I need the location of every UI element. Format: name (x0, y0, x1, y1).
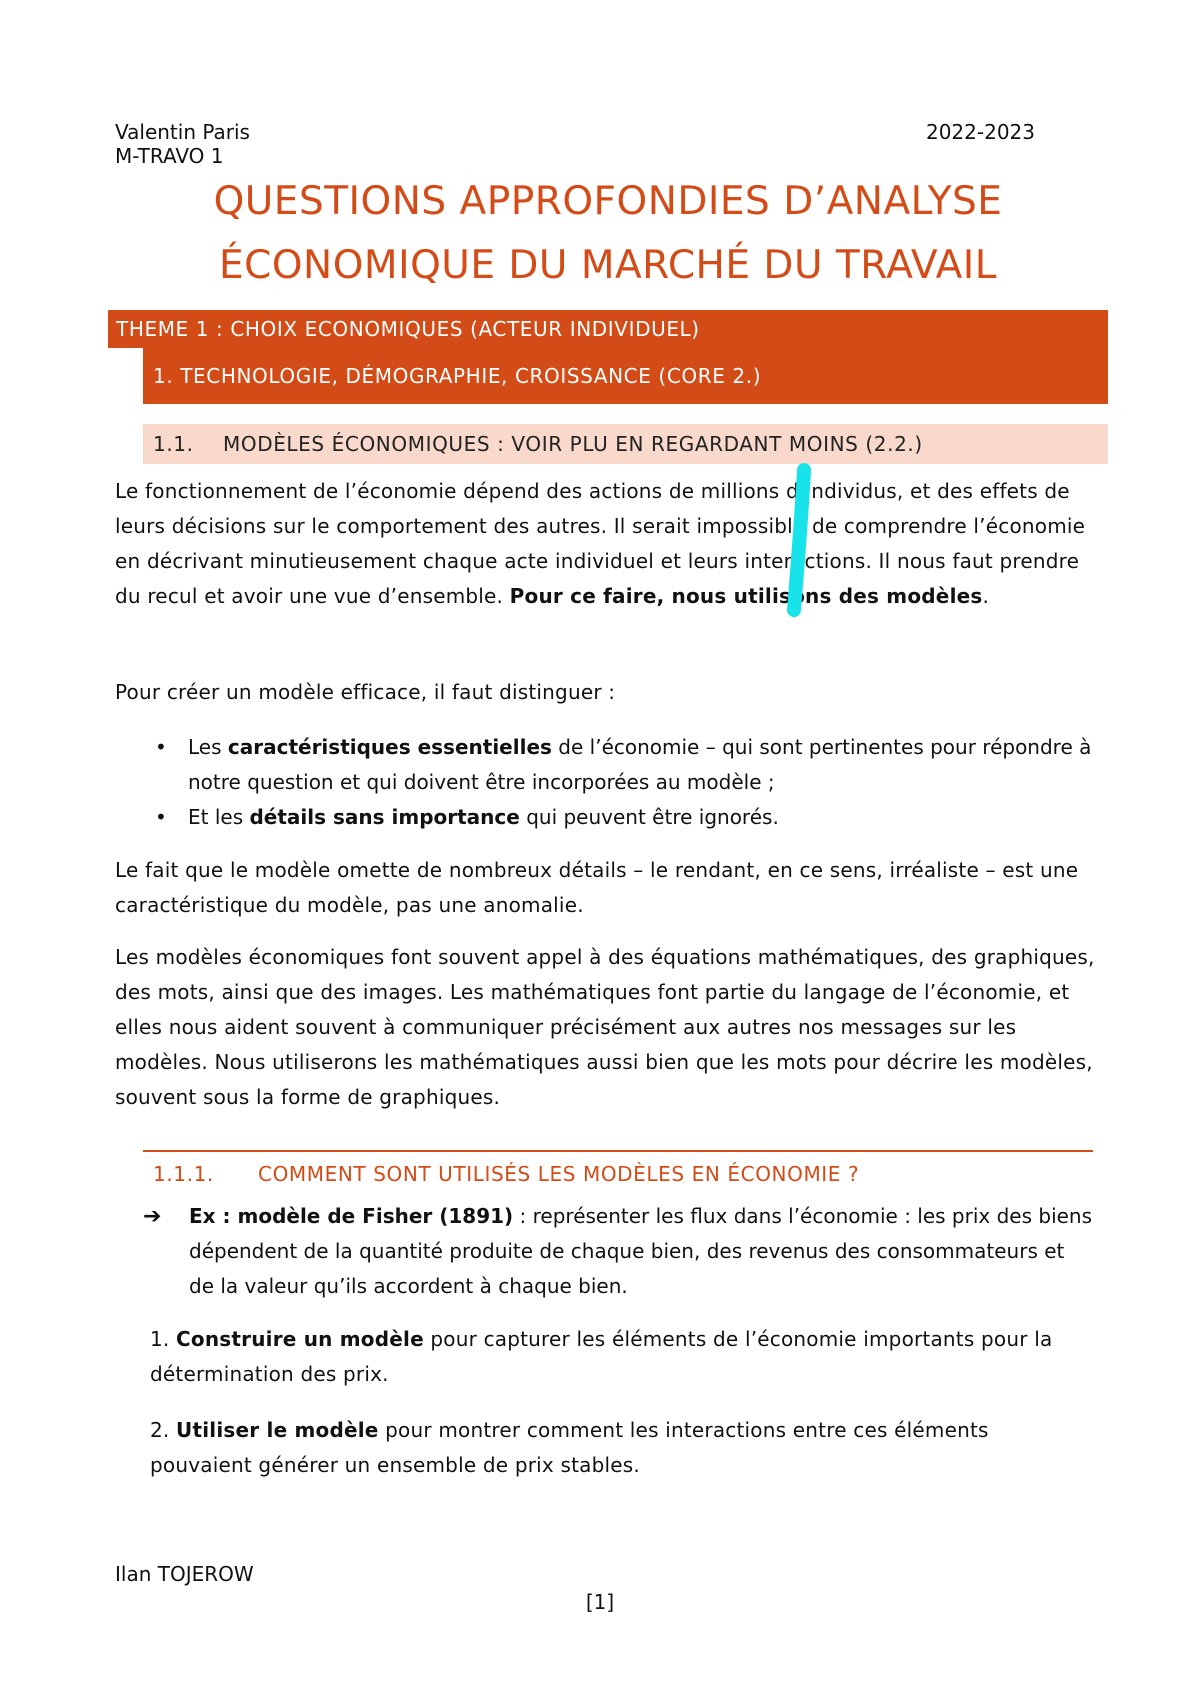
list-item-text: de l’économie – qui sont pertinentes pour répondre à notre question et qui doivent être incorporées au modèle ; (188, 735, 1092, 794)
step-text: pour montrer comment les interactions entre ces éléments pouvaient générer un ensemble de prix stables. (150, 1418, 989, 1477)
academic-year: 2022-2023 (925, 120, 1035, 144)
page-number: [1] (585, 1590, 615, 1614)
list-item-bold: caractéristiques essentielles (227, 735, 552, 759)
step-number: 1. (150, 1327, 177, 1351)
step-bold: Construire un modèle (176, 1327, 424, 1351)
paragraph-distinguish: Pour créer un modèle efficace, il faut distinguer : (115, 680, 616, 704)
theme-heading: THEME 1 : CHOIX ECONOMIQUES (ACTEUR INDIVIDUEL) (108, 310, 1108, 348)
step-1 (150, 1322, 1095, 1392)
list-item-text: Et les (188, 805, 250, 829)
bullet-list (115, 730, 1095, 835)
paragraph-intro-end: . (982, 584, 990, 608)
author-name: Valentin Paris (115, 120, 250, 144)
list-item (115, 800, 1095, 835)
paragraph-intro-text: Le fonctionnement de l’économie dépend des actions de millions d’individus, et des effets de leurs décisions sur le comportement des autres. Il serait impossible de comprendre l’économie en décrivant minutieusement chaque acte individuel et leurs interactions. Il nous faut prendre du recul et avoir une vue d’ensemble. (115, 479, 1086, 608)
list-item (115, 730, 1095, 800)
section-1-1-1-label: COMMENT SONT UTILISÉS LES MODÈLES EN ÉCONOMIE ? (258, 1162, 860, 1186)
section-1-1-heading (143, 424, 1108, 464)
paragraph-omission: Le fait que le modèle omette de nombreux détails – le rendant, en ce sens, irréaliste – est une caractéristique du modèle, pas une anomalie. (115, 858, 1079, 917)
example-bold: Ex : modèle de Fisher (1891) (189, 1204, 514, 1228)
section-1-1-1-number: 1.1.1. (153, 1162, 214, 1186)
step-number: 2. (150, 1418, 177, 1442)
footer-author: Ilan TOJEROW (115, 1562, 254, 1586)
section-1-heading: 1. TECHNOLOGIE, DÉMOGRAPHIE, CROISSANCE (CORE 2.) (143, 348, 1108, 404)
document-title (108, 170, 1108, 298)
example-text: : représenter les flux dans l’économie : les prix des biens dépendent de la quantité produite de chaque bien, des revenus des consommateurs et de la valeur qu’ils accordent à chaque bien. (189, 1204, 1093, 1298)
example-body (143, 1199, 1093, 1304)
paragraph-math: Les modèles économiques font souvent appel à des équations mathématiques, des graphiques, des mots, ainsi que des images. Les mathématiques font partie du langage de l’économie, et elles nous aident souvent à communiquer précisément aux autres nos messages sur les modèles. Nous utiliserons les mathématiques aussi bien que les mots pour décrire les modèles, souvent sous la forme de graphiques. (115, 945, 1095, 1109)
example-item (143, 1199, 1093, 1304)
bullet-icon: • (155, 805, 167, 829)
paragraph-intro-bold: Pour ce faire, nous utilisons des modèles (509, 584, 983, 608)
section-1-1-label: MODÈLES ÉCONOMIQUES : VOIR PLU EN REGARDANT MOINS (2.2.) (223, 432, 923, 456)
list-item-text: Les (188, 735, 228, 759)
title-line-1: QUESTIONS APPROFONDIES D’ANALYSE (213, 179, 1003, 224)
page-header (115, 120, 1035, 168)
list-item-text: qui peuvent être ignorés. (519, 805, 779, 829)
highlighter-stroke (794, 470, 804, 610)
section-1-1-number: 1.1. (153, 432, 194, 456)
step-bold: Utiliser le modèle (176, 1418, 379, 1442)
highlighter-mark (780, 460, 820, 620)
step-2 (150, 1413, 1095, 1483)
list-item-bold: détails sans importance (249, 805, 520, 829)
arrow-right-icon: ➔ (143, 1204, 162, 1229)
course-code: M-TRAVO 1 (115, 144, 224, 168)
step-text: pour capturer les éléments de l’économie importants pour la détermination des prix. (150, 1327, 1053, 1386)
section-1-1-1-heading (143, 1150, 1093, 1196)
paragraph-intro (115, 474, 1095, 614)
bullet-icon: • (155, 735, 167, 759)
title-line-2: ÉCONOMIQUE DU MARCHÉ DU TRAVAIL (218, 243, 998, 288)
